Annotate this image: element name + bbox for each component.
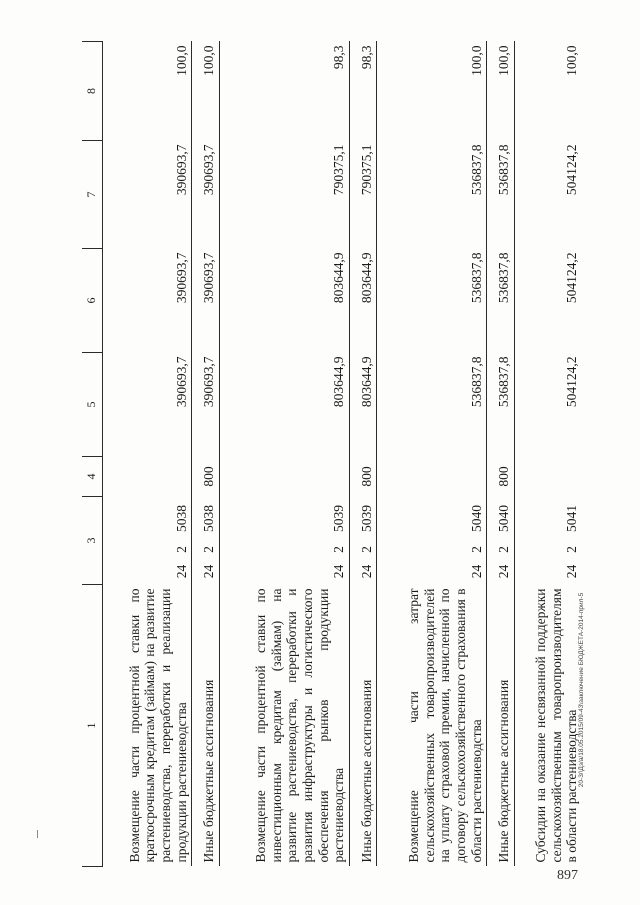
row-code-4: 800 xyxy=(350,457,377,497)
row-code-4: 800 xyxy=(487,457,514,497)
row-code-4 xyxy=(219,457,350,497)
header-col-6: 6 xyxy=(82,249,103,353)
row-code-3: 5040 xyxy=(377,497,487,541)
row-value-6: 390693,7 xyxy=(103,249,192,353)
table-row xyxy=(192,42,219,867)
row-name: Иные бюджетные ассигнования xyxy=(192,585,219,867)
row-name: Возмещение части затрат сельскохозяйственных товаропроизводителей на уплату страховой премии, начисленной по договору сельскохозяйственного страхования в области растениеводства xyxy=(377,585,487,867)
row-value-8: 100,0 xyxy=(487,42,514,141)
table-row xyxy=(514,42,582,867)
row-code-3: 5038 xyxy=(192,497,219,541)
row-value-8: 100,0 xyxy=(514,42,582,141)
row-value-7: 504124,2 xyxy=(514,141,582,249)
row-name: Возмещение части процентной ставки по краткосрочным кредитам (займам) на развитие растениеводства, переработки и реализации продукции растениеводства xyxy=(103,585,192,867)
row-value-6: 536837,8 xyxy=(487,249,514,353)
row-value-6: 803644,9 xyxy=(219,249,350,353)
table-header-row xyxy=(82,42,103,867)
table-row xyxy=(487,42,514,867)
row-name: Иные бюджетные ассигнования xyxy=(350,585,377,867)
header-col-3: 3 xyxy=(82,497,103,585)
row-value-8: 100,0 xyxy=(192,42,219,141)
row-code-2: 2 xyxy=(377,541,487,559)
row-value-5: 390693,7 xyxy=(192,353,219,457)
row-value-7: 536837,8 xyxy=(377,141,487,249)
row-value-5: 803644,9 xyxy=(350,353,377,457)
row-value-8: 98,3 xyxy=(219,42,350,141)
row-value-5: 803644,9 xyxy=(219,353,350,457)
row-name: Иные бюджетные ассигнования xyxy=(487,585,514,867)
row-code-2: 2 xyxy=(219,541,350,559)
row-value-5: 504124,2 xyxy=(514,353,582,457)
row-value-8: 100,0 xyxy=(103,42,192,141)
row-value-5: 390693,7 xyxy=(103,353,192,457)
row-code-4: 800 xyxy=(192,457,219,497)
row-value-7: 790375,1 xyxy=(350,141,377,249)
row-code-1: 24 xyxy=(103,559,192,585)
table-row xyxy=(377,42,487,867)
row-code-2: 2 xyxy=(350,541,377,559)
page-number: 897 xyxy=(557,868,578,883)
row-value-5: 536837,8 xyxy=(377,353,487,457)
row-value-6: 504124,2 xyxy=(514,249,582,353)
row-value-8: 100,0 xyxy=(377,42,487,141)
row-code-3: 5041 xyxy=(514,497,582,541)
row-value-7: 390693,7 xyxy=(192,141,219,249)
row-code-1: 24 xyxy=(487,559,514,585)
row-code-2: 2 xyxy=(514,541,582,559)
row-value-6: 803644,9 xyxy=(350,249,377,353)
row-code-4 xyxy=(377,457,487,497)
rotated-table-wrapper xyxy=(82,42,582,867)
row-code-3: 5038 xyxy=(103,497,192,541)
row-code-1: 24 xyxy=(192,559,219,585)
row-code-4 xyxy=(103,457,192,497)
row-code-1: 24 xyxy=(514,559,582,585)
row-value-6: 390693,7 xyxy=(192,249,219,353)
table-row xyxy=(103,42,192,867)
row-value-7: 790375,1 xyxy=(219,141,350,249)
row-code-3: 5039 xyxy=(350,497,377,541)
header-col-5: 5 xyxy=(82,353,103,457)
header-col-4: 4 xyxy=(82,457,103,497)
stamp-text: 20-3/\Дз/a/18.05.2015/09-43\заключение БЮДЖЕТА-2014-прил-5 xyxy=(578,592,585,788)
row-value-5: 536837,8 xyxy=(487,353,514,457)
row-value-7: 390693,7 xyxy=(103,141,192,249)
row-code-1: 24 xyxy=(350,559,377,585)
row-value-6: 536837,8 xyxy=(377,249,487,353)
header-col-1: 1 xyxy=(82,585,103,867)
budget-table xyxy=(82,41,582,867)
header-col-8: 8 xyxy=(82,42,103,141)
rotated-table-frame xyxy=(82,42,582,867)
row-code-3: 5040 xyxy=(487,497,514,541)
margin-mark xyxy=(37,830,38,838)
row-code-2: 2 xyxy=(103,541,192,559)
row-code-2: 2 xyxy=(487,541,514,559)
document-stamp xyxy=(578,540,588,840)
row-name: Субсидии на оказание несвязанной поддержки сельскохозяйственным товаропроизводителям в области растениеводства xyxy=(514,585,582,867)
row-code-2: 2 xyxy=(192,541,219,559)
header-col-7: 7 xyxy=(82,141,103,249)
row-value-8: 98,3 xyxy=(350,42,377,141)
row-code-1: 24 xyxy=(377,559,487,585)
row-code-1: 24 xyxy=(219,559,350,585)
row-name: Возмещение части процентной ставки по инвестиционным кредитам (займам) на развитие растениеводства, переработки и развития инфраструктуры и логистического обеспечения рынков продукции растениеводства xyxy=(219,585,350,867)
table-row xyxy=(350,42,377,867)
row-value-7: 536837,8 xyxy=(487,141,514,249)
row-code-3: 5039 xyxy=(219,497,350,541)
row-code-4 xyxy=(514,457,582,497)
table-row xyxy=(219,42,350,867)
